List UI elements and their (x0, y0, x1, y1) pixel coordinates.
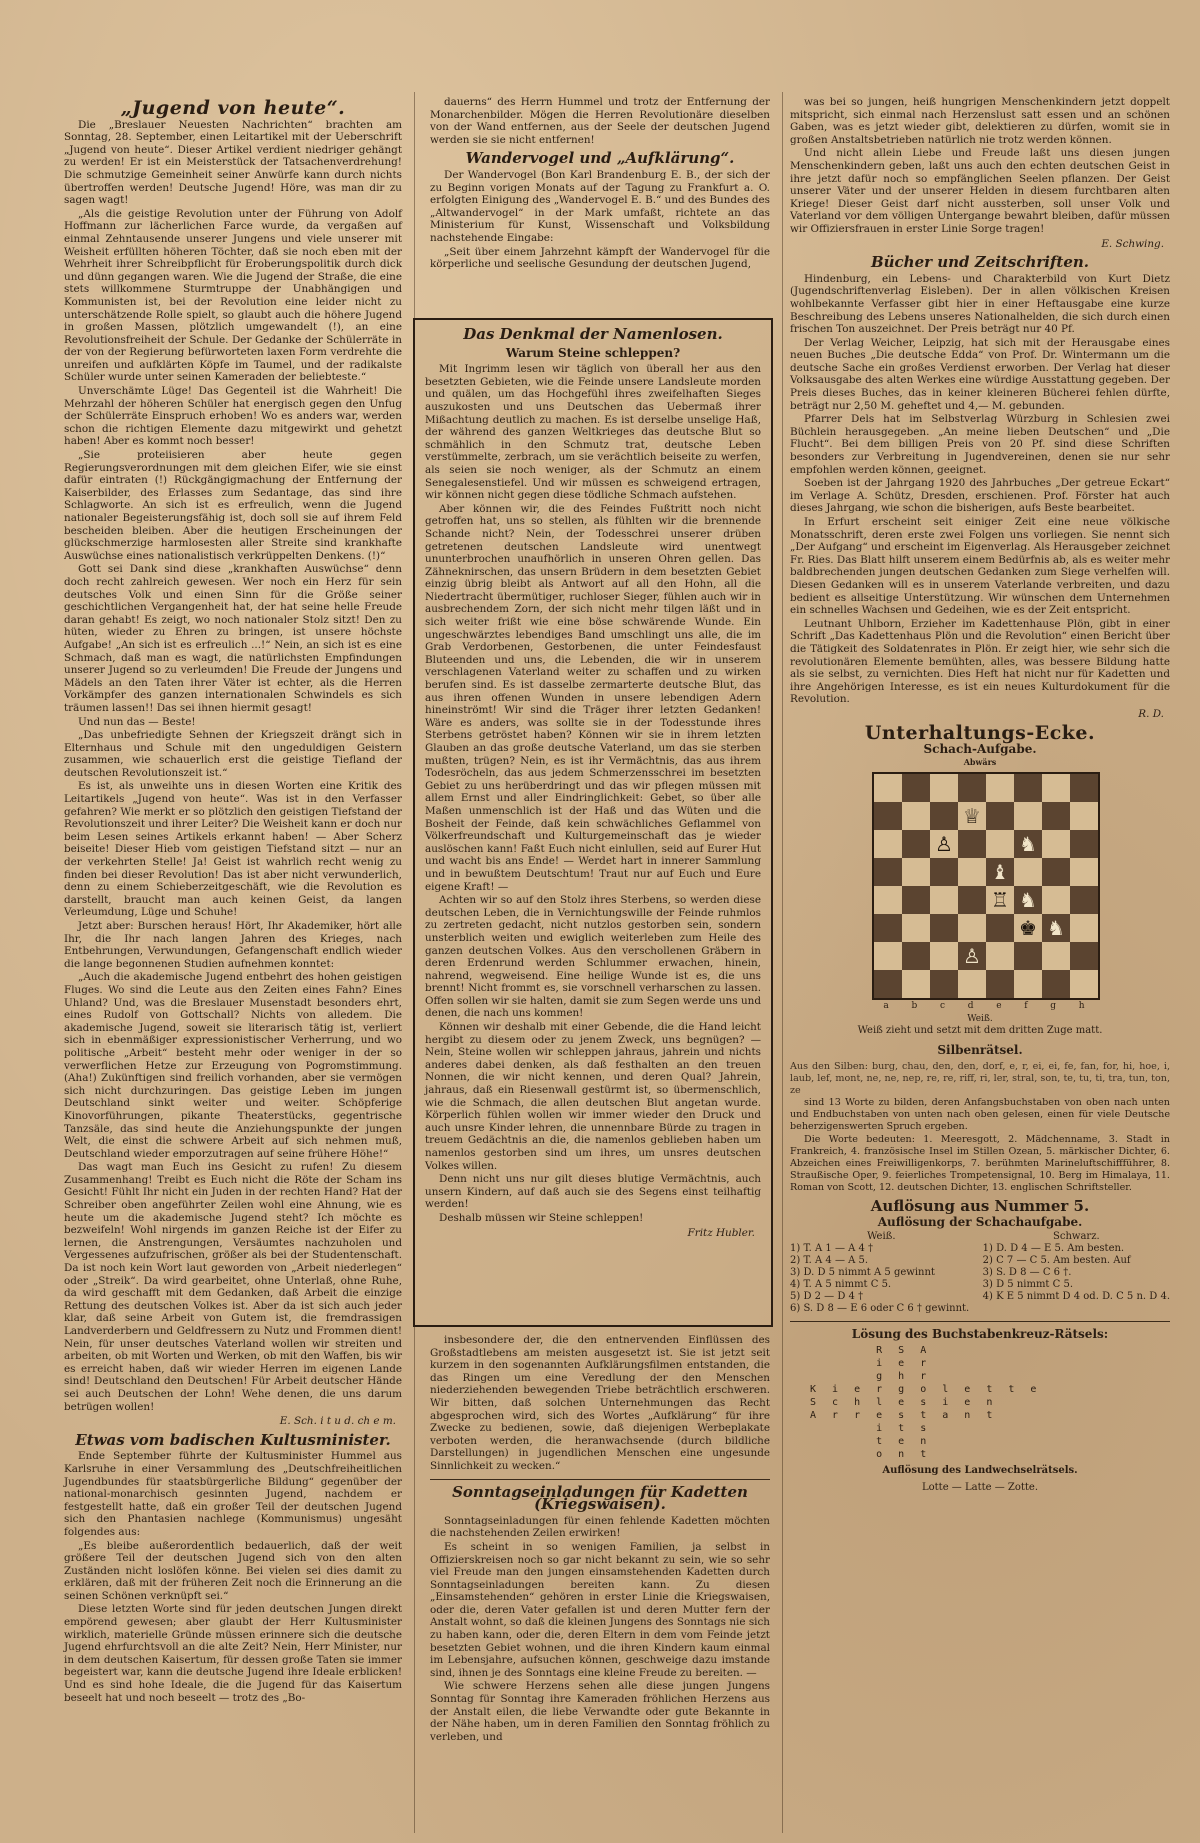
paragraph: „Auch die akademische Jugend entbehrt des hohen geistigen Fluges. Wo sind die Leute aus den Zeiten eines Fahn? Eines Uhland? Und, was die Breslauer Musenstadt besonders ehrt, eines Rudolf von Gottschall? Nichts von alledem. Die akademische Jugend, soweit sie literarisch tätig ist, verliert sich in ebenmäßiger expressionistischer Verherrung, und wo politische „Arbeit“ besteht mehr oder weniger in der so verwerflichen Hetze zur Erzeugung von Pogromstimmung. (Aha!) Zukünftigen sind freilich vorhanden, aber sie vermögen sich nicht durchzuringen. Das geistige Leben im jungen Deutschland sinkt weiter und weiter. Schöpferige Kinovorführungen, pikante Theaterstücks, gegentrische Tanzsäle, das sind heute die Anziehungspunkte der jungen Welt, die einst die schwere Arbeit auf sich nehmen muß, Deutschland wieder emporzutragen auf seine frühere Höhe!“ (64, 971, 402, 1160)
paragraph: Jetzt aber: Burschen heraus! Hört, Ihr Akademiker, hört alle Ihr, die Ihr nach langen Jahren des Krieges, nach Entbehrungen, Verwundungen, Gefangenschaft endlich wieder die lange begonnenen Studien aufnehmen konntet: (64, 920, 402, 970)
solution-move: 5) D 2 — D 4 † (790, 1290, 864, 1302)
paragraph: Ende September führte der Kultusminister Hummel aus Karlsruhe in einer Versammlung des „Deutschfreiheitlichen Jugendbundes für staatsbürgerliche Bildung“ gegenüber der national-monarchisch gesinnten Jugend, nachdem er festgestellt hatte, daß ein großer Teil der deutschen Jugend sich den Phantasien nachlege (Kommunismus) ungesäht folgendes aus: (64, 1450, 402, 1538)
chess-square (1070, 830, 1098, 858)
article-title-sonntag: Sonntagseinladungen für Kadetten (Kriegswaisen). (452, 1482, 748, 1514)
article-body-sonntag (430, 1515, 770, 1744)
riddle-title: Silbenrätsel. (937, 1043, 1023, 1058)
article-signature: E. Schwing. (1101, 237, 1164, 250)
chess-file-label: f (1024, 1001, 1028, 1012)
column-divider (782, 92, 783, 1833)
acrostic-solution (810, 1344, 1170, 1461)
paragraph: „Sie proteiisieren aber heute gegen Regierungsverordnungen mit dem gleichen Eifer, wie sie einst dafür eintraten (!) Rückgängigmachung der Entfernung der Kaiserbilder, des Erlasses zum Sedantage, das sind ihre Schlagworte. An sich ist es erfreulich, wenn die Jugend nationaler Begeisterungsfähig ist, doch soll sie auf ihrem Feld bescheiden bleiben. Aber die heutigen Erscheinungen der glückschmerzige harmlosesten aller Streite sind krankhafte Auswüchse eines nationalistisch verkrüppelten Denkens. (!)“ (64, 449, 402, 562)
solution-move: 6) S. D 8 — E 6 oder C 6 † gewinnt. (790, 1302, 970, 1314)
chess-square: ♙ (930, 830, 958, 858)
chess-square (902, 886, 930, 914)
chess-square (902, 830, 930, 858)
paragraph: „Es bleibe außerordentlich bedauerlich, daß der weit größere Teil der deutschen Jugend sich von den alten Zuständen nicht loslöfen könne. Bei vielen sei dies damit zu erklären, daß mit der früheren Zeit noch die Erinnerung an die seinen Schönen verknüpft sei.“ (64, 1539, 402, 1602)
solution-move: 3) D. D 5 nimmt A 5 gewinnt (790, 1266, 935, 1278)
solution-white-moves (790, 1243, 973, 1315)
column-right (790, 96, 1170, 1495)
paragraph: Pfarrer Dels hat im Selbstverlag Würzburg in Schlesien zwei Büchlein herausgegeben. „An meine lieben Deutschen“ und „Die Flucht“. Bei dem billigen Preis von 20 Pf. sind diese Schriften besonders zur Verbreitung in Jugendvereinen, denen sie nur sehr empfohlen werden können, geeignet. (790, 413, 1170, 476)
paragraph: Wie schwere Herzens sehen alle diese jungen Jungens Sonntag für Sonntag ihre Kameraden fröhlichen Herzens aus der Anstalt eilen, die liebe Verwandte oder gute Bekannte in der Nähe haben, um in deren Familien den Sonntag fröhlich zu verleben, und (430, 1680, 770, 1743)
chess-square (1070, 970, 1098, 998)
riddle-syllables: Aus den Silben: burg, chau, den, den, dorf, e, r, ei, ei, fe, fan, for, hi, hoe, i, laub, lef, mont, ne, ne, nep, re, re, riff, ri, ler, stral, son, te, tu, ti, tra, tun, ton, ze (790, 1060, 1170, 1096)
chess-square (902, 942, 930, 970)
paragraph: Soeben ist der Jahrgang 1920 des Jahrbuches „Der getreue Eckart“ im Verlage A. Schütz, Dresden, erschienen. Prof. Förster hat auch dieses Jahrgang, wie schon die bisherigen, aufs Beste bearbeitet. (790, 477, 1170, 515)
chess-square (874, 858, 902, 886)
chess-square (1042, 886, 1070, 914)
chess-square (874, 970, 902, 998)
chess-square (986, 802, 1014, 830)
paragraph: „Das unbefriedigte Sehnen der Kriegszeit drängt sich in Elternhaus und Schule mit den ungeduldigen Geistern zusammen, wie schauerlich erst die geistige Tiefland der deutschen Revolutionszeit ist.“ (64, 729, 402, 779)
chess-square (958, 970, 986, 998)
chess-square (1070, 914, 1098, 942)
solution-move: 1) T. A 1 — A 4 † (790, 1242, 874, 1254)
solution-move: 3) D 5 nimmt C 5. (982, 1278, 1073, 1290)
solution-black-label: Schwarz. (1053, 1230, 1100, 1242)
column-left (64, 96, 402, 1705)
solution-move: 4) T. A 5 nimmt C 5. (790, 1278, 892, 1290)
paragraph: Diese letzten Worte sind für jeden deutschen Jungen direkt empörend gewesen; aber glaubt der Herr Kultusminister wirklich, materielle Gründe müssen erinnere sich die deutsche Jugend ehrfurchtsvoll an die alte Zeit? Nein, Herr Minister, nur in dem deutschen Kaisertum, für dessen große Taten sie immer begeistert war, kann die deutsche Jugend ihre Ideale erblicken! Und es sind hohe Ideale, die die Jugend für das Kaisertum beseelt hat und noch beseelt — trotz des „Bo- (64, 1603, 402, 1704)
chess-file-label: e (996, 1001, 1002, 1012)
chess-square (1014, 970, 1042, 998)
chess-square (930, 802, 958, 830)
divider (430, 1479, 770, 1480)
chess-square (1042, 970, 1070, 998)
paragraph: Es ist, als unweihte uns in diesen Worten eine Kritik des Leitartikels „Jugend von heute“. Was ist in den Verfasser gefahren? Wie merkt er so plötzlich den geistigen Tiefstand der Revolutionszeit und ihrer Leiter? Die Weisheit kann er doch nur beim Lesen seines Artikels erkannt haben! — Aber Scherz beiseite! Dieser Hieb vom geistigen Tiefstand sitzt — nur an der verkehrten Stelle! Ja! Geist ist wahrlich recht wenig zu finden bei dieser Revolution! Das ist aber nicht verwunderlich, denn zu einem Schieberzeitgeschäft, wie die Revolution es darstellt, braucht man auch keinen Geist, da langen Verleumdung, Lüge und Schuhe! (64, 780, 402, 919)
section-body-books (790, 273, 1170, 706)
paragraph: dauerns“ des Herrn Hummel und trotz der Entfernung der Monarchenbilder. Mögen die Herren Revolutionäre dieselben von der Wand entfernen, aus der Seele der deutschen Jugend werden sie sie nicht entfernen! (430, 96, 770, 146)
acrostic-line: i e r (810, 1358, 932, 1370)
chess-square (958, 774, 986, 802)
paragraph: In Erfurt erscheint seit einiger Zeit eine neue völkische Monatsschrift, deren erste zwei Folgen uns vorliegen. Sie nennt sich „Der Aufgang“ und erscheint im Eigenverlag. Als Herausgeber zeichnet Fr. Ries. Das Blatt hilft unserem einem Bedürfnis ab, als es weiter mehr baldbrechenden jungen deutschen Gedanken zum Siege verhelfen will. Diesen Gedanken will es in unserem Vaterlande verbreiten, und dazu bedient es allseitige Unterstützung. Wir wünschen dem Unternehmen ein schnelles Wachsen und Gedeihen, wie es der Zeit entspricht. (790, 516, 1170, 617)
column-middle-bottom (430, 1334, 770, 1744)
article-signature: E. Sch. i t u d. ch e m. (279, 1415, 396, 1428)
chess-square (874, 886, 902, 914)
solution-move: 2) T. A 4 — A 5. (790, 1254, 869, 1266)
chess-square: ♞ (1014, 886, 1042, 914)
solution-move: 3) S. D 8 — C 6 †. (982, 1266, 1072, 1278)
acrostic-line: t e n (810, 1436, 932, 1448)
solution-move: 4) K E 5 nimmt D 4 od. D. C 5 n. D 4. (982, 1290, 1170, 1302)
chess-square (902, 858, 930, 886)
chess-square (930, 914, 958, 942)
chess-square (1070, 886, 1098, 914)
article-title-denkmal: Das Denkmal der Namenlosen. (463, 325, 723, 343)
paragraph: Der Verlag Weicher, Leipzig, hat sich mit der Herausgabe eines neuen Buches „Die deutsche Edda“ von Prof. Dr. Wintermann um die deutsche Sache ein großes Verdienst erworben. Der Verlag hat dieser Volksausgabe des alten Werkes eine würdige Ausstattung gegeben. Der Preis dieses Buches, das in keiner kleineren Bücherei fehlen dürfte, beträgt nur 2,50 M. geheftet und 4,— M. gebunden. (790, 336, 1170, 412)
paragraph: Leutnant Uhlborn, Erzieher im Kadettenhause Plön, gibt in einer Schrift „Das Kadettenhaus Plön und die Revolution“ einen Bericht über die Tätigkeit des Soldatenrates in Plön. Er zeigt hier, wie sehr sich die revolutionären Elemente bemühten, alles, was bessere Bildung hatte als sie selbst, zu vernichten. Dies Heft hat nicht nur für Kadetten und ihre Angehörigen Interesse, es ist ein neues Kulturdokument für die Revolution. (790, 617, 1170, 706)
chess-square (986, 970, 1014, 998)
chess-square (1070, 802, 1098, 830)
chess-square (986, 830, 1014, 858)
chess-square (1042, 774, 1070, 802)
solution-chess-title: Auflösung der Schachaufgabe. (877, 1215, 1083, 1230)
paragraph: Aber können wir, die des Feindes Fußtritt noch nicht getroffen hat, uns so stellen, als fühlten wir die brennende Schande nicht? Nein, der Todesschrei unserer drüben getretenen deutschen Landsleute wird unentwegt ununterbrochen unaufhörlich in unseren Ohren gellen. Das Zähneknirschen, das unsern Brüdern in dem besetzten Gebiet einzig übrig bleibt als Antwort auf all den Hohn, all die Niedertracht übermütiger, ruchloser Sieger, fühlen auch wir in ausbrechendem Zorn, der sich nicht mehr tilgen läßt und in sich weiter frißt wie eine böse schwärende Wunde. Ein ungeschwärztes lebendiges Band umschlingt uns alle, die im Grab Verdorbenen, Gestorbenen, die unter Feindesfaust Bluteenden und uns, die Lebenden, die wir in unserem verschlagenen Vaterland weiter zu schaffen und zu wirken berufen sind. Es ist dasselbe zermarterte deutsche Blut, das aus ihren offenen Wunden in unsere lebendigen Adern hineinströmt! Wir sind die Träger ihrer letzten Gedanken! Wäre es anders, was sollte sie in der Todesstunde ihres Sterbens getröstet haben? Können wir sie in ihrem letzten Glauben an das große deutsche Vaterland, um das sie sterben mußten, trügen? Nein, es ist ihr Vermächtnis, das aus ihrem Todesröcheln, das aus jedem Schmerzensschrei im besetzten Gebiet zu uns herüberdringt und das wir pflegen müssen mit allem Ernst und aller Eindringlichkeit: Gebet, so über alle Maßen unmenschlich ist der Haß und das Wüten und die Bosheit der Feinde, daß kein schwächliches Geflammel von Völkerfreundschaft und Kulturgemeinschaft das je wieder auslöschen kann! Faßt Euch nicht einlullen, seid auf Eurer Hut und wacht bis ans Ende! — Werdet hart in innerer Sammlung und in bewußtem Deutschtum! Traut nur auf Euch und Eure eigene Kraft! — (425, 502, 761, 893)
article-continuation (790, 96, 1170, 236)
chess-square (958, 914, 986, 942)
chess-square (874, 914, 902, 942)
chess-square (1014, 942, 1042, 970)
paragraph: Und nun das — Beste! (78, 715, 196, 728)
chess-square (1042, 830, 1070, 858)
solution-move: 1) D. D 4 — E 5. Am besten. (982, 1242, 1125, 1254)
chess-file-label: d (967, 1001, 974, 1012)
chess-square: ♙ (958, 942, 986, 970)
paragraph: „Seit über einem Jahrzehnt kämpft der Wandervogel für die körperliche und seelische Gesundung der deutschen Jugend, (430, 245, 770, 271)
chess-square (902, 970, 930, 998)
chess-file-label: b (911, 1001, 918, 1012)
paragraph: was bei so jungen, heiß hungrigen Menschenkindern jetzt doppelt mitspricht, sich einmal nach Herzenslust satt essen und an schönen Gaben, was es jetzt wieder gibt, delektieren zu dürfen, womit sie in großen Anstaltsbetrieben natürlich nie trotz werden können. (790, 96, 1170, 146)
acrostic-line: o n t (810, 1449, 932, 1461)
paragraph: Können wir deshalb mit einer Gebende, die die Hand leicht hergibt zu diesem oder zu jenem Zweck, uns begnügen? — Nein, Steine wollen wir schleppen jahraus, jahrein und nichts anderes dabei denken, als daß festhalten an den treuen Nonnen, die wir nicht kennen, und deren Qual? Jahrein, jahraus, daß ein Riesenwall gestürmt ist, so übermenschlich, wie die Schmach, die allen deutschen Blut angetan wurde. Körperlich fühlen wollen wir immer wieder den Druck und auch unsre Kinder lehren, die unnennbare Bürde zu tragen in treuem Gedächtnis an die, die namenlos geblieben haben um namenlos gestorben sind um ihres, um unsres deutschen Volkes willen. (425, 1021, 761, 1172)
chess-square (930, 942, 958, 970)
chess-square (930, 858, 958, 886)
article-signature: Fritz Hubler. (687, 1226, 755, 1239)
solution-title: Auflösung aus Nummer 5. (870, 1196, 1090, 1215)
paragraph: Es scheint in so wenigen Familien, ja selbst in Offizierskreisen noch so gar nicht bekannt zu sein, wie so sehr viel Freude man den jungen einsamstehenden Kadetten durch Sonntagseinladungen bereiten kann. Zu diesen „Einsamstehenden“ gehören in erster Linie die Kriegswaisen, oder die, deren Vater gefallen ist und deren Mutter fern der Anstalt wohnt, so daß die kleinen Jungens des Sonntags nie sich zu haben kann, oder die, deren Eltern in dem vom Feinde jetzt besetzten Gebiet wohnen, und die ihren Kindern kaum einmal im Lebensjahre, aufsuchen können, geschweige dazu imstande sind, ihnen je des Sonntags eine kleine Freude zu bereiten. — (430, 1540, 770, 1679)
article-continuation-wandervogel (430, 1334, 770, 1473)
chess-square (930, 886, 958, 914)
solution-black-moves (983, 1243, 1170, 1303)
divider (790, 1321, 1170, 1322)
chess-square: ♞ (1014, 830, 1042, 858)
paragraph: sind 13 Worte zu bilden, deren Anfangsbuchstaben von oben nach unten und Endbuchstaben von unten nach oben gelesen, einen für viele Deutsche beherzigenswerten Spruch ergeben. (790, 1096, 1170, 1132)
chess-square (1014, 802, 1042, 830)
chess-square (986, 942, 1014, 970)
article-subtitle-denkmal: Warum Steine schleppen? (505, 345, 681, 360)
chess-square (874, 830, 902, 858)
acrostic-line: A r r e s t a n t (810, 1410, 998, 1422)
chess-square: ♖ (986, 886, 1014, 914)
chess-square (958, 858, 986, 886)
acrostic-line: K i e r g o l e t t e (810, 1384, 1042, 1396)
chess-square (902, 914, 930, 942)
paragraph: Unverschämte Lüge! Das Gegenteil ist die Wahrheit! Die Mehrzahl der höheren Schüler hat energisch gegen den Unfug der Schülerräte Einspruch erhoben! Wo es anders war, werden schon die richtigen Elemente dazu mitgewirkt und gehetzt haben! Aber es kommt noch besser! (64, 385, 402, 448)
chess-square (874, 774, 902, 802)
solution-white-label: Weiß. (867, 1230, 896, 1242)
riddle-body (790, 1097, 1170, 1194)
chess-task: Weiß zieht und setzt mit dem dritten Zuge matt. (857, 1025, 1103, 1037)
paragraph: Mit Ingrimm lesen wir täglich von überall her aus den besetzten Gebieten, wie die Feinde unsere Landsleute morden und quälen, um das Hochgefühl ihres zweifelhaften Sieges auszukosten und uns Deutschen das Uebermaß ihrer Mißachtung deutlich zu machen. Es ist derselbe unselige Haß, der während des ganzen Weltkrieges das deutsche Blut so schmählich in den Schmutz trat, deutsche Leben verstümmelte, zerbrach, um sie verächtlich beiseite zu werfen, als seien sie noch weniger, als der Schmutz an einem Senegalesenstiefel. Und wir müssen es schweigend ertragen, wir können nicht gegen diese tödliche Schmach aufstehen. (425, 363, 761, 502)
chess-square (1014, 774, 1042, 802)
article-body-kultusminister (64, 1450, 402, 1704)
chess-square (986, 914, 1014, 942)
chess-square: ♕ (958, 802, 986, 830)
paragraph: insbesondere der, die den entnervenden Einflüssen des Großstadtlebens am meisten ausgesetzt ist. Sie ist jetzt seit kurzem in den sogenannten Aufklärungsfilmen entstanden, die das Ringen um eine Veredlung der den Menschen niederziehenden bewegenden Triebe beträchtlich erschweren. Wir bitten, daß solchen Unternehmungen das Recht abgesprochen wird, sich des Wortes „Aufklärung“ für ihre Zwecke zu bedienen, sowie, daß diejenigen Werbeplakate verboten werden, die heranwachsende (durch bildliche Darstellungen) in jugendlichen Menschen eine ungesunde Sinnlichkeit zu wecken.“ (430, 1334, 770, 1472)
acrostic-line: S c h l e s i e n (810, 1397, 998, 1409)
column-middle-top (430, 96, 770, 272)
paragraph: Und nicht allein Liebe und Freude laßt uns diesen jungen Menschenkindern geben, laßt uns auch den echten deutschen Geist in ihre jetzt dafür noch so empfänglichen Seelen pflanzen. Der Geist unserer Väter und der unserer Helden in diesem furchtbaren alten Kriege! Dieser Geist darf nicht aussterben, soll unser Volk und Vaterland vor dem völligen Untergange bewahrt bleiben, dafür müssen wir Offiziersfrauen in erster Linie Sorge tragen! (790, 147, 1170, 235)
paragraph: Sonntagseinladungen für einen fehlende Kadetten möchten die nachstehenden Zeilen erwirken! (430, 1514, 770, 1540)
solution-move: 2) C 7 — C 5. Am besten. Auf (982, 1254, 1131, 1266)
chess-square (1070, 774, 1098, 802)
article-title-wandervogel: Wandervogel und „Aufklärung“. (465, 149, 735, 168)
paragraph: Denn nicht uns nur gilt dieses blutige Vermächtnis, auch unsern Kindern, auf daß auch sie des Segens einst teilhaftig werden! (425, 1173, 761, 1211)
chess-square (902, 774, 930, 802)
chess-square (1014, 858, 1042, 886)
chess-square (902, 802, 930, 830)
paragraph: „Als die geistige Revolution unter der Führung von Adolf Hoffmann zur lächerlichen Farce wurde, da vergaßen auf einmal Zehntausende unserer Jungens und viele unserer mit Weisheit erfüllten höheren Töchter, daß sie noch eben mit der Wehrheit ihrer Schreibpflicht für Eroberungspolitik durch dick und dünn gegangen waren. Wie die Jugend der Straße, die eine stets willkommene Sturmtruppe der Unabhängigen und Kommunisten ist, bei der Revolution eine leider nicht zu unterschätzende Rolle spielt, so glaubt auch die höhere Jugend in großen Massen, plötzlich umgewandelt (!), an eine Revolutionsfreiheit der Schule. Der Gedanke der Schülerräte in der von der Regierung befürworteten laxen Form verdrehte die unreifen und aufklärten Köpfe im Taumel, und der radikalste Schüler wurde unter seinen Kameraden der beliebteste.“ (64, 207, 402, 384)
chess-square (874, 802, 902, 830)
paragraph: Achten wir so auf den Stolz ihres Sterbens, so werden diese deutschen Leben, die in Vernichtungswille der Feinde ruhmlos zu zertreten gedacht, nicht nutzlos gestorben sein, sondern unsterblich weiten und ewiglich weiterleben zum Heile des ganzen deutschen Volkes. Aus den verschollenen Gräbern in deren Erdenrund werden Schlummer erwachen, hinein, nahrend, wegweisend. Eine heilige Wunde ist es, die uns brennt! Nicht frommt es, sie vorschnell verharschen zu lassen. Offen sollen wir sie halten, damit sie zum Segen werde uns und denen, die nach uns kommen! (425, 894, 762, 1020)
chess-files (872, 1000, 1096, 1013)
chess-white-label: Weiß. (967, 1013, 993, 1024)
chess-square (958, 830, 986, 858)
article-continuation (430, 96, 770, 146)
article-title-kultusminister: Etwas vom badischen Kultusminister. (75, 1430, 391, 1449)
article-title-jugend: „Jugend von heute“. (120, 97, 346, 119)
chess-diagram (860, 772, 1100, 1025)
chess-square: ♚ (1014, 914, 1042, 942)
chess-title: Schach-Aufgabe. (923, 742, 1037, 757)
final-solution: Lotte — Latte — Zotte. (922, 1482, 1038, 1494)
article-body-jugend (64, 119, 402, 1414)
paragraph: Der Wandervogel (Bon Karl Brandenburg E. B., der sich der zu Beginn vorigen Monats auf der Tagung zu Frankfurt a. O. erfolgten Einigung des „Wandervogel E. B.“ und des Bundes des „Altwandervogel“ in der Mark umfaßt, richtete an das Ministerium für Kunst, Wissenschaft und Volksbildung nachstehende Eingabe: (430, 168, 770, 244)
chess-square: ♞ (1042, 914, 1070, 942)
paragraph: Gott sei Dank sind diese „krankhaften Auswüchse“ denn doch recht zahlreich gewesen. Wer noch ein Herz für sein deutsches Volk und einen Sinn für die Größe seiner geschichtlichen Vergangenheit hat, der hat seine helle Freude daran gehabt! Es zeigt, wo noch nationaler Stolz sitzt! Den zu hüten, wieder zu Ehren zu bringen, ist unsere höchste Aufgabe! „An sich ist es erfreulich ...!“ Nein, an sich ist es eine Schmach, daß man es wagt, die natürlichsten Empfindungen unserer Jugend so zu verleumden! Die Freude der Jungens und Mädels an den Taten ihrer Väter ist echter, als die Herren Vorkämpfer des ganzen internationalen Schwindels es sich träumen lassen!! Das sei ihnen hiermit gesagt! (64, 563, 402, 714)
chess-board (872, 772, 1100, 1000)
acrostic-line: R S A (810, 1345, 932, 1357)
section-title-entertainment: Unterhaltungs-Ecke. (864, 721, 1096, 744)
acrostic-title: Lösung des Buchstabenkreuz-Rätsels: (851, 1326, 1109, 1341)
chess-square (1070, 858, 1098, 886)
chess-square (958, 886, 986, 914)
final-title: Auflösung des Landwechselrätsels. (882, 1465, 1078, 1477)
chess-file-label: c (939, 1001, 945, 1012)
chess-square (930, 774, 958, 802)
chess-square (986, 774, 1014, 802)
acrostic-line: i t s (810, 1423, 932, 1435)
section-title-books: Bücher und Zeitschriften. (870, 253, 1090, 272)
chess-square (1042, 858, 1070, 886)
chess-square (930, 970, 958, 998)
chess-file-label: h (1078, 1001, 1085, 1012)
article-body-denkmal (425, 363, 761, 1224)
chess-square (1042, 802, 1070, 830)
article-signature: R. D. (1138, 707, 1164, 720)
chess-subtitle: Abwärs (963, 756, 997, 767)
paragraph: Hindenburg, ein Lebens- und Charakterbild von Kurt Dietz (Jugendschriftenverlag Eisleben). Der in allen völkischen Kreisen wohlbekannte Verfasser gibt hier in einer Heftausgabe eine kurze Beschreibung des Lebens unseres Nationalhelden, die sich durch einen frischen Ton auszeichnet. Der Preis beträgt nur 40 Pf. (790, 272, 1170, 336)
paragraph: Die „Breslauer Neuesten Nachrichten“ brachten am Sonntag, 28. September, einen Leitartikel mit der Ueberschrift „Jugend von heute“. Dieser Artikel verdient niedriger gehängt zu werden! Er ist ein Meisterstück der Tatsachenverdrehung! Die schmutzige Gemeinheit seiner Anwürfe kann durch nichts übertroffen werden! Deutsche Jugend! Höre, was man dir zu sagen wagt! (64, 118, 402, 207)
solution-chess-moves (790, 1231, 1170, 1315)
acrostic-line: g h r (810, 1371, 932, 1383)
chess-square (874, 942, 902, 970)
boxed-article-denkmal (413, 318, 773, 1327)
chess-square (1070, 942, 1098, 970)
paragraph: Die Worte bedeuten: 1. Meeresgott, 2. Mädchenname, 3. Stadt in Frankreich, 4. französische Insel im Stillen Ozean, 5. märkischer Dichter, 6. Abzeichen eines Freiwilligenkorps, 7. berühmten Marineluftschiffführer, 8. Straußische Oper, 9. feierliches Trompetensignal, 10. Berg im Himalaya, 11. Roman von Scott, 12. deutschen Dichter, 13. englischen Schriftsteller. (790, 1133, 1170, 1193)
paragraph: Deshalb müssen wir Steine schleppen! (439, 1211, 644, 1224)
chess-file-label: g (1050, 1001, 1057, 1012)
chess-square: ♝ (986, 858, 1014, 886)
chess-square (1042, 942, 1070, 970)
article-body-wandervogel (430, 169, 770, 271)
paragraph: Das wagt man Euch ins Gesicht zu rufen! Zu diesem Zusammenhang! Treibt es Euch nicht die Röte der Scham ins Gesicht! Fühlt Ihr nicht ein Juden in der rechten Hand? Hat der Schreiber oben angeführter Zeilen wohl eine Ahnung, wie es heute um die akademische Jugend steht? Ich möchte es bezweifeln! Wohl nirgends im ganzen Reiche ist der Eifer zu lernen, die Anstrengungen, Versäumtes nachzuholen und Vergessenes aufzufrischen, größer als bei der Studentenschaft. Da ist noch kein Wort laut geworden von „Arbeit niederlegen“ oder „Streik“. Da wird gearbeitet, ohne Unterlaß, ohne Ruhe, da wird geschafft mit dem Gedanken, daß Arbeit die einzige Rettung des deutschen Volkes ist. Aber da ist sich auch jeder klar, daß seine Arbeit von Gutem ist, die fremdrassigen Landverderbern und Geldfressern zu Nutz und Frommen dient! Nein, für unser deutsches Vaterland wollen wir streiten und arbeiten, ob mit Worten und Werken, ob mit den Waffen, bis wir es erreicht haben, daß wir wieder Herren im eigenen Lande sind! Deutschland den Deutschen! Für Arbeit deutscher Hände sei auch Deutschen der Lohn! Wehe denen, die uns darum betrügen wollen! (64, 1161, 402, 1413)
chess-file-label: a (883, 1001, 889, 1012)
